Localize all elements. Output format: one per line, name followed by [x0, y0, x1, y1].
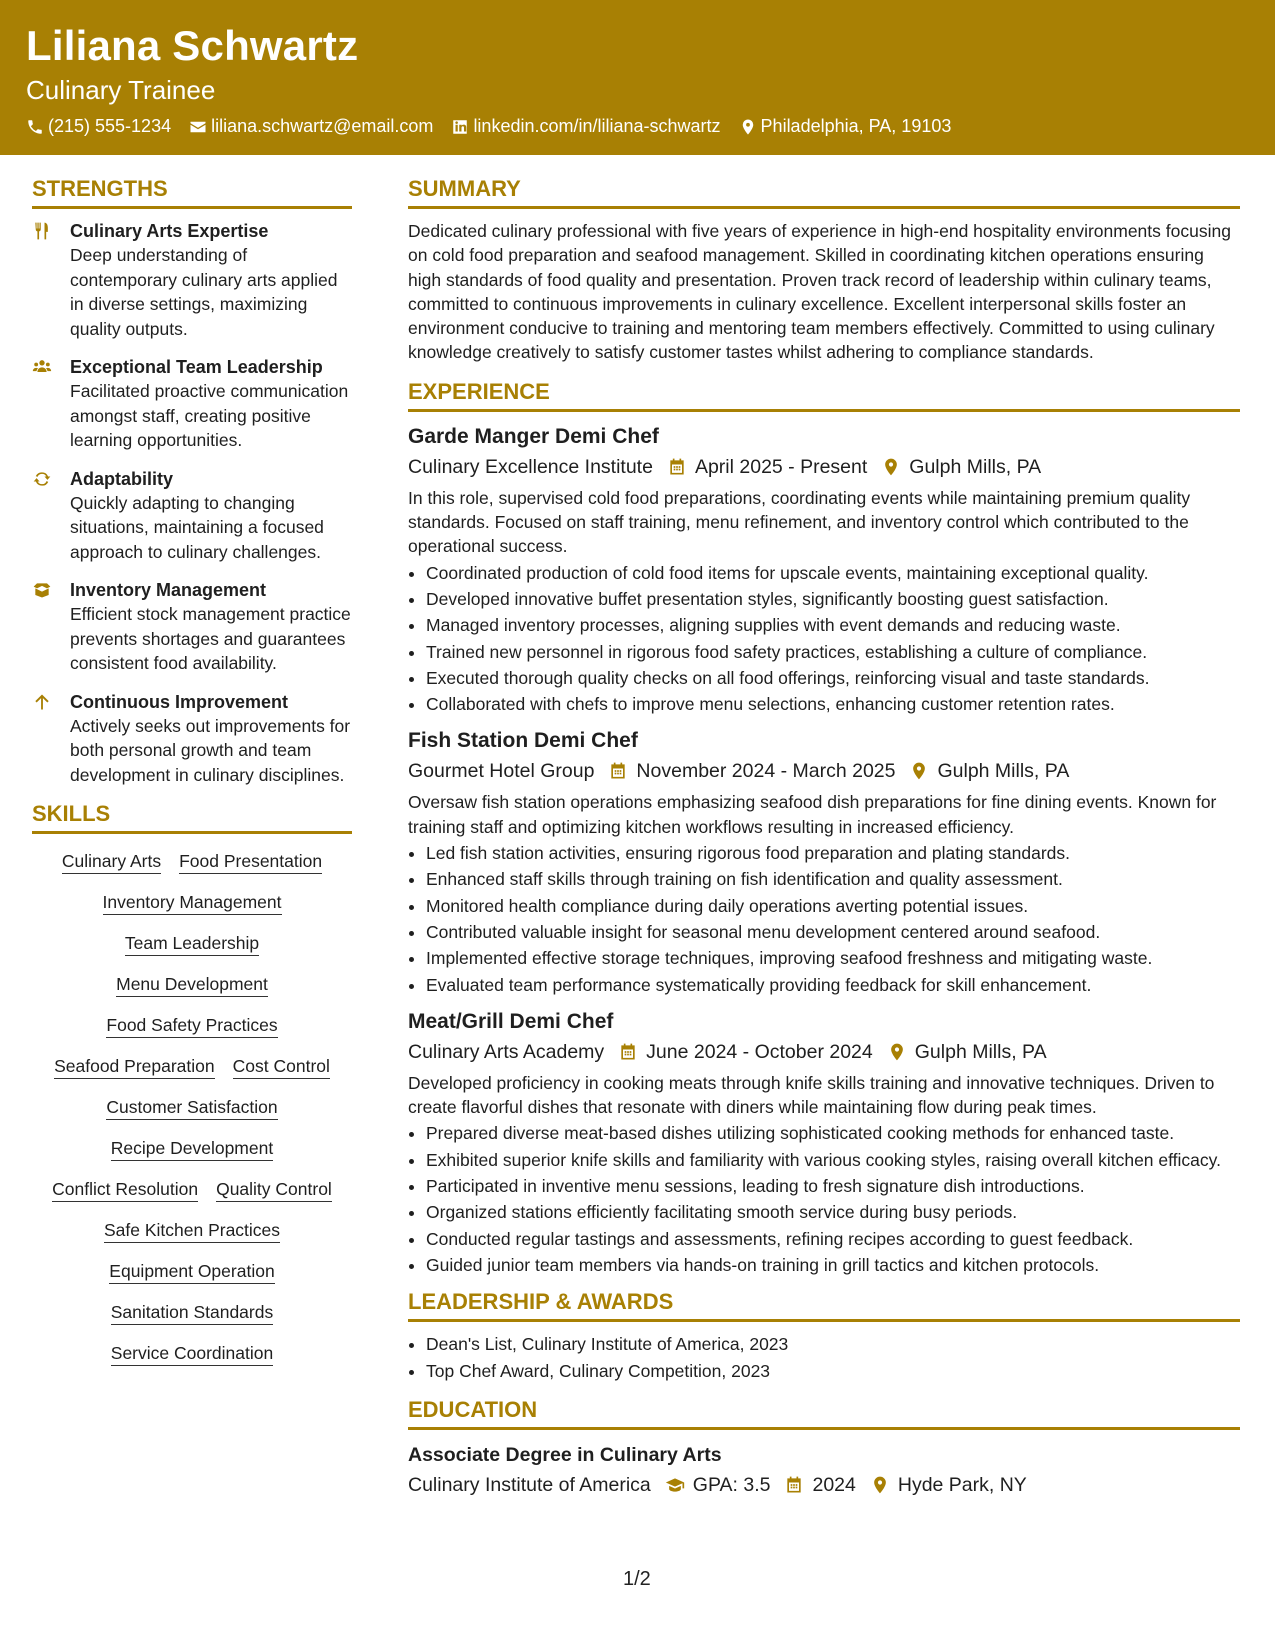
- users-icon: [32, 357, 52, 377]
- calendar-icon: [608, 761, 628, 781]
- skill-tag: Sanitation Standards: [111, 1302, 273, 1325]
- job-location: Gulph Mills, PA: [914, 1040, 1047, 1063]
- job-dates: June 2024 - October 2024: [646, 1040, 873, 1063]
- job-bullet: • Developed innovative buffet presentation styles, significantly boosting guest satisfaction.: [426, 587, 1240, 611]
- job-bullets: [408, 561, 1240, 717]
- experience-heading: EXPERIENCE: [408, 379, 1240, 412]
- education-year: 2024: [812, 1473, 856, 1496]
- contact-phone: [26, 116, 171, 137]
- skill-tag: Cost Control: [233, 1056, 330, 1079]
- job-bullet: • Coordinated production of cold food items for upscale events, maintaining exceptional quality.: [426, 561, 1240, 585]
- job-company: Culinary Excellence Institute: [408, 455, 653, 478]
- job-company: Culinary Arts Academy: [408, 1040, 605, 1063]
- skill-tag: Menu Development: [116, 974, 268, 997]
- job-meta: [408, 756, 1240, 786]
- strength-desc: Quickly adapting to changing situations, maintaining a focused approach to culinary challenges.: [70, 492, 324, 562]
- job-desc: Developed proficiency in cooking meats through knife skills training and innovative techniques. Driven to create flavorful dishes that resonate with diners while maintaining flow during peak times.: [408, 1072, 1215, 1118]
- boxes-icon: [32, 580, 52, 600]
- job-bullet: • Enhanced staff skills through training on fish identification and quality assessment.: [426, 867, 1240, 891]
- education-location: Hyde Park, NY: [897, 1473, 1027, 1496]
- strength-item: [32, 355, 352, 453]
- job-entry: [408, 726, 1240, 996]
- summary-heading: SUMMARY: [408, 176, 1240, 209]
- skill-tag: Culinary Arts: [62, 851, 161, 874]
- strength-title: Adaptability: [70, 468, 174, 489]
- award-item: • Top Chef Award, Culinary Competition, 2023: [426, 1359, 1240, 1383]
- award-item: • Dean's List, Culinary Institute of America, 2023: [426, 1332, 1240, 1356]
- skill-tag: Equipment Operation: [109, 1261, 274, 1284]
- education-degree: Associate Degree in Culinary Arts: [408, 1443, 722, 1466]
- contact-phone-text: (215) 555-1234: [48, 116, 172, 136]
- skill-tag: Inventory Management: [103, 892, 282, 915]
- strength-item: [32, 467, 352, 565]
- map-pin-icon: [870, 1475, 890, 1495]
- skill-tag: Food Safety Practices: [106, 1015, 277, 1038]
- job-bullet: • Collaborated with chefs to improve menu selections, enhancing customer retention rates.: [426, 692, 1240, 716]
- strength-desc: Deep understanding of contemporary culinary arts applied in diverse settings, maximizing quality outputs.: [70, 245, 338, 339]
- job-bullet: • Contributed valuable insight for seasonal menu development centered around seafood.: [426, 920, 1240, 944]
- skills-list: [32, 844, 352, 1377]
- awards-heading: LEADERSHIP & AWARDS: [408, 1289, 1240, 1322]
- job-meta: [408, 452, 1240, 482]
- job-bullet: • Participated in inventive menu sessions, leading to fresh signature dish introductions.: [426, 1174, 1240, 1198]
- job-bullets: [408, 841, 1240, 997]
- job-bullet: • Exhibited superior knife skills and familiarity with various cooking styles, raising overall kitchen efficacy.: [426, 1148, 1240, 1172]
- job-location: Gulph Mills, PA: [909, 455, 1042, 478]
- calendar-icon: [667, 457, 687, 477]
- job-bullet: • Prepared diverse meat-based dishes utilizing sophisticated cooking methods for enhanced taste.: [426, 1121, 1240, 1145]
- left-column: [32, 176, 352, 1377]
- contact-location-text: Philadelphia, PA, 19103: [760, 116, 952, 136]
- graduation-cap-icon: [665, 1475, 685, 1495]
- job-bullet: • Executed thorough quality checks on all food offerings, reinforcing visual and taste standards.: [426, 666, 1240, 690]
- candidate-title: Culinary Trainee: [26, 75, 216, 105]
- job-bullet: • Organized stations efficiently facilitating smooth service during busy periods.: [426, 1200, 1240, 1224]
- job-dates: November 2024 - March 2025: [636, 760, 896, 783]
- utensils-icon: [32, 221, 52, 241]
- map-pin-icon: [739, 118, 757, 136]
- sync-icon: [32, 469, 52, 489]
- job-bullet: • Implemented effective storage techniques, improving seafood freshness and mitigating waste.: [426, 946, 1240, 970]
- contact-linkedin-text[interactable]: linkedin.com/in/liliana-schwartz: [473, 116, 721, 136]
- skill-tag: Seafood Preparation: [54, 1056, 215, 1079]
- job-title: Meat/Grill Demi Chef: [408, 1009, 614, 1033]
- contact-email-text[interactable]: liliana.schwartz@email.com: [211, 116, 434, 136]
- skill-tag: Quality Control: [216, 1179, 332, 1202]
- linkedin-icon: [451, 118, 469, 136]
- candidate-name: Liliana Schwartz: [26, 22, 359, 69]
- skills-heading: SKILLS: [32, 801, 352, 834]
- job-bullet: • Monitored health compliance during daily operations averting potential issues.: [426, 894, 1240, 918]
- education-gpa: GPA: 3.5: [692, 1473, 771, 1496]
- skill-tag: Team Leadership: [125, 933, 259, 956]
- skill-tag: Safe Kitchen Practices: [104, 1220, 280, 1243]
- job-title: Fish Station Demi Chef: [408, 729, 638, 753]
- job-bullet: • Evaluated team performance systematically providing feedback for skill enhancement.: [426, 973, 1240, 997]
- skill-tag: Service Coordination: [111, 1343, 273, 1366]
- education-heading: EDUCATION: [408, 1397, 1240, 1430]
- job-entry: [408, 422, 1240, 717]
- skill-tag: Food Presentation: [179, 851, 322, 874]
- envelope-icon: [189, 118, 207, 136]
- contact-email[interactable]: [189, 116, 433, 137]
- job-title: Garde Manger Demi Chef: [408, 424, 659, 448]
- job-bullets: [408, 1121, 1240, 1277]
- education-school: Culinary Institute of America: [408, 1473, 651, 1496]
- job-bullet: • Managed inventory processes, aligning supplies with event demands and reducing waste.: [426, 613, 1240, 637]
- map-pin-icon: [881, 457, 901, 477]
- contact-location: [739, 116, 952, 137]
- strength-desc: Actively seeks out improvements for both personal growth and team development in culinary disciplines.: [70, 715, 351, 785]
- right-column: [408, 176, 1240, 1500]
- job-desc: Oversaw fish station operations emphasizing seafood dish preparations for fine dining events. Known for training staff and optimizing kitchen workflows resulting in increased efficiency.: [408, 792, 1217, 837]
- skill-tag: Recipe Development: [111, 1138, 273, 1161]
- job-bullet: • Guided junior team members via hands-on training in grill tactics and kitchen protocols.: [426, 1253, 1240, 1277]
- strengths-heading: STRENGTHS: [32, 176, 352, 209]
- resume-header: [0, 0, 1275, 155]
- job-dates: April 2025 - Present: [694, 455, 868, 478]
- strength-desc: Facilitated proactive communication amongst staff, creating positive learning opportunities.: [70, 381, 349, 450]
- page-number: 1/2: [623, 1568, 651, 1590]
- arrow-up-icon: [32, 692, 52, 712]
- contact-linkedin[interactable]: [451, 116, 720, 137]
- job-desc: In this role, supervised cold food preparations, coordinating events while maintaining premium quality standards. Focused on staff training, menu refinement, and inventory control which contributed to the operational success.: [408, 487, 1191, 557]
- job-bullet: • Led fish station activities, ensuring rigorous food preparation and plating standards.: [426, 841, 1240, 865]
- map-pin-icon: [909, 761, 929, 781]
- job-bullet: • Trained new personnel in rigorous food safety practices, establishing a culture of compliance.: [426, 640, 1240, 664]
- contact-bar: [26, 116, 951, 137]
- calendar-icon: [618, 1042, 638, 1062]
- skill-tag: Conflict Resolution: [52, 1179, 198, 1202]
- job-bullet: • Conducted regular tastings and assessments, refining recipes according to guest feedback.: [426, 1227, 1240, 1251]
- strength-title: Culinary Arts Expertise: [70, 221, 269, 241]
- job-entry: [408, 1007, 1240, 1277]
- strength-title: Inventory Management: [70, 580, 267, 600]
- skill-tag: Customer Satisfaction: [106, 1097, 277, 1120]
- job-company: Gourmet Hotel Group: [408, 760, 595, 783]
- strength-title: Exceptional Team Leadership: [70, 357, 323, 377]
- job-location: Gulph Mills, PA: [937, 760, 1070, 783]
- strength-item: [32, 690, 352, 788]
- strength-desc: Efficient stock management practice prevents shortages and guarantees consistent food availability.: [70, 604, 351, 673]
- map-pin-icon: [887, 1042, 907, 1062]
- phone-icon: [26, 118, 44, 136]
- calendar-icon: [784, 1475, 804, 1495]
- strength-item: [32, 219, 352, 341]
- education-meta: [408, 1470, 1240, 1500]
- job-meta: [408, 1037, 1240, 1067]
- awards-list: [408, 1332, 1240, 1383]
- strength-item: [32, 578, 352, 676]
- strength-title: Continuous Improvement: [70, 691, 289, 712]
- summary-text: Dedicated culinary professional with five years of experience in high-end hospitality environments focusing on cold food preparation and seafood management. Skilled in coordinating kitchen operations ensuring high standards of food quality and presentation. Proven track record of leadership within culinary teams, committed to continuous improvements in culinary excellence. Excellent interpersonal skills foster an environment conducive to training and mentoring team members effectively. Committed to using culinary knowledge creatively to satisfy customer tastes whilst adhering to compliance standards.: [408, 221, 1231, 363]
